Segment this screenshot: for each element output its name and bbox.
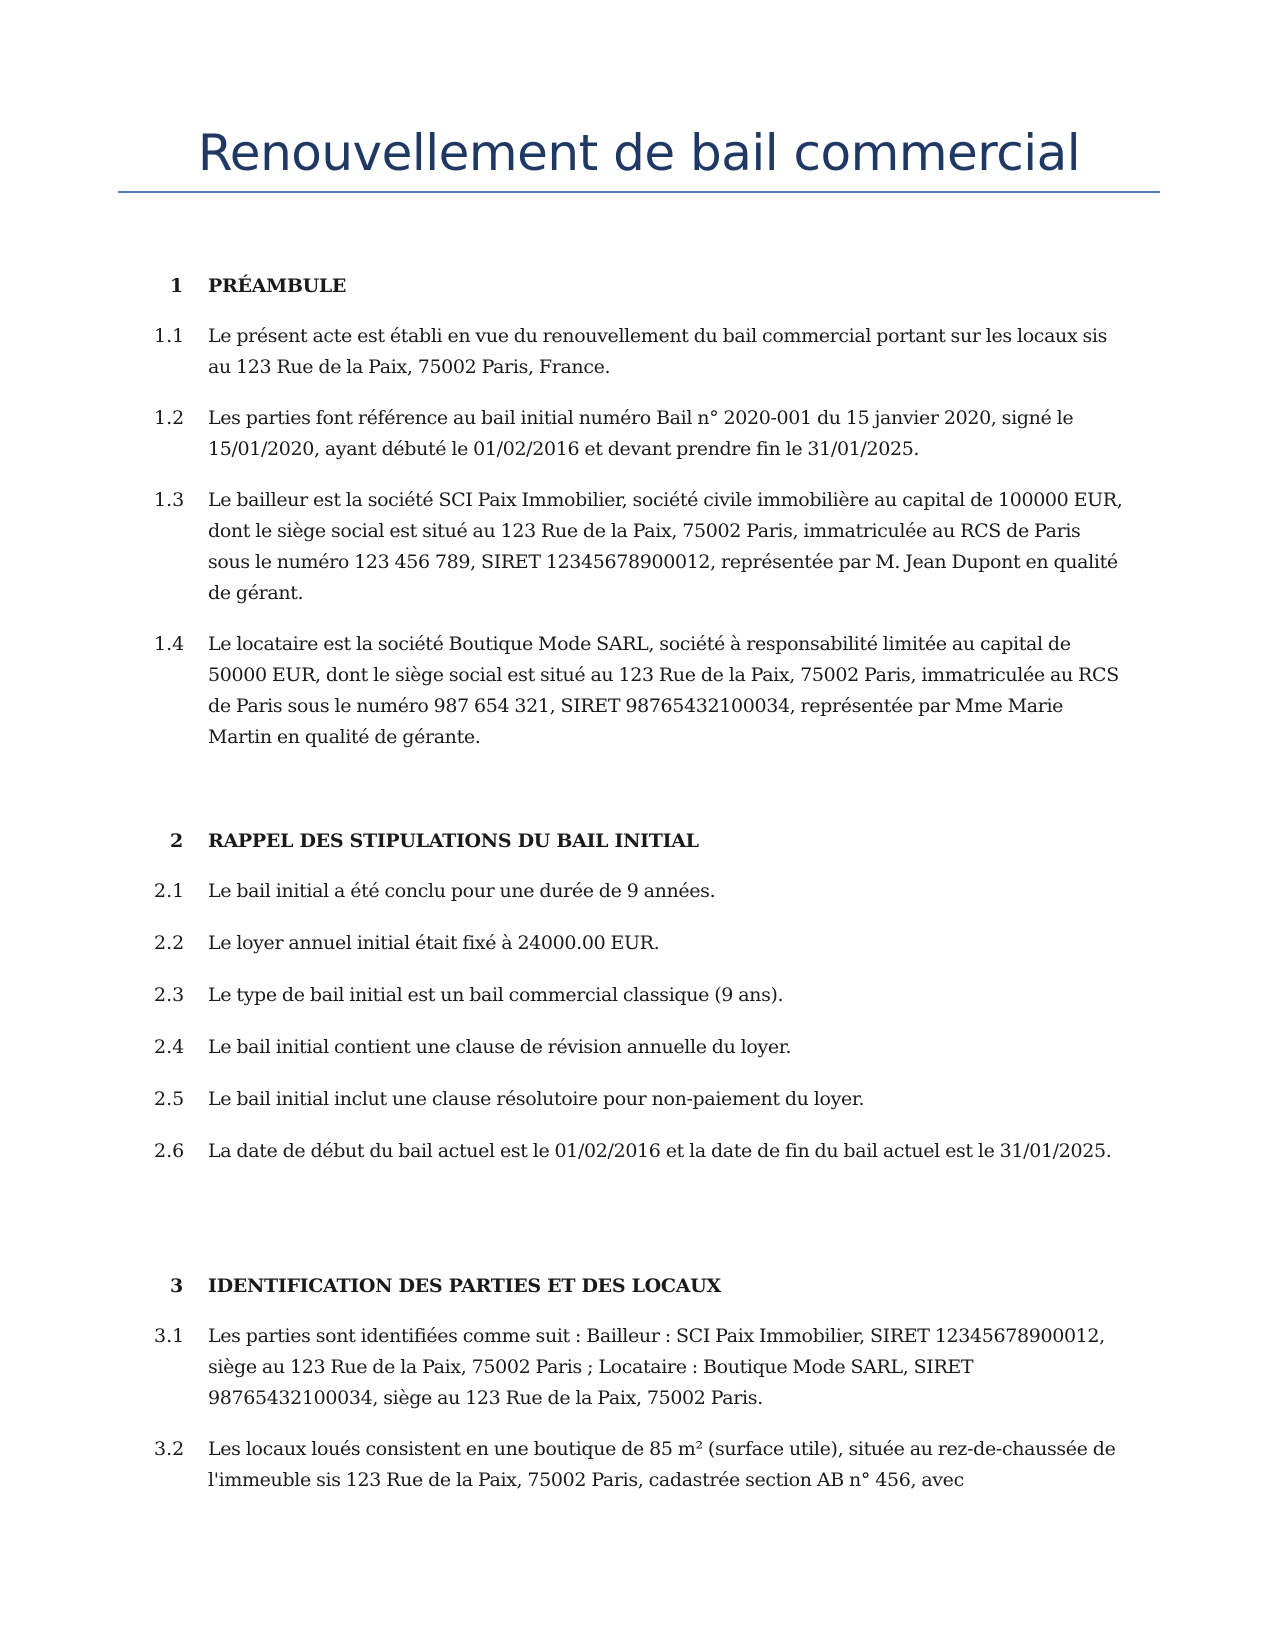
section-number: 2 (170, 830, 184, 852)
clause-number: 1.1 (154, 325, 185, 347)
clause-text: Le type de bail initial est un bail commercial classique (9 ans). (208, 984, 784, 1006)
clause-number: 3.1 (154, 1325, 185, 1347)
title-underline (118, 191, 1160, 193)
clause-text: Le bail initial inclut une clause résolutoire pour non-paiement du loyer. (208, 1088, 865, 1110)
clause-number: 2.4 (154, 1036, 185, 1058)
clause-text: Le bailleur est la société SCI Paix Immobilier, société civile immobilière au capital de 100000 EUR, dont le siège social est situé au 123 Rue de la Paix, 75002 Paris, immatriculée au RCS de Paris sous le numéro 123 456 789, SIRET 12345678900012, représentée par M. Jean Dupont en qualité de gérant. (208, 489, 1123, 604)
clause-number: 1.3 (154, 489, 185, 511)
clause-number: 2.1 (154, 880, 185, 902)
clause-number: 3.2 (154, 1438, 185, 1460)
clause-number: 1.2 (154, 407, 185, 429)
section-number: 3 (170, 1275, 184, 1297)
clause-text: Le bail initial contient une clause de révision annuelle du loyer. (208, 1036, 792, 1058)
clause-number: 1.4 (154, 633, 185, 655)
clause-number: 2.5 (154, 1088, 185, 1110)
clause-text: Les locaux loués consistent en une boutique de 85 m² (surface utile), située au rez-de-chaussée de l'immeuble sis 123 Rue de la Paix, 75002 Paris, cadastrée section AB n° 456, avec (208, 1438, 1116, 1491)
document-title: Renouvellement de bail commercial (197, 124, 1081, 182)
clause-number: 2.2 (154, 932, 185, 954)
clause-text: Les parties sont identifiées comme suit : Bailleur : SCI Paix Immobilier, SIRET 12345678900012, siège au 123 Rue de la Paix, 75002 Paris ; Locataire : Boutique Mode SARL, SIRET 98765432100034, siège au 123 Rue de la Paix, 75002 Paris. (208, 1325, 1105, 1409)
clause-text: Le bail initial a été conclu pour une durée de 9 années. (208, 880, 716, 902)
clause-text: Le loyer annuel initial était fixé à 24000.00 EUR. (208, 932, 660, 954)
section-title: IDENTIFICATION DES PARTIES ET DES LOCAUX (208, 1275, 721, 1297)
section-title: RAPPEL DES STIPULATIONS DU BAIL INITIAL (208, 830, 699, 852)
section-number: 1 (170, 275, 184, 297)
clause-number: 2.6 (154, 1140, 185, 1162)
clause-text: Le présent acte est établi en vue du renouvellement du bail commercial portant sur les locaux sis au 123 Rue de la Paix, 75002 Paris, France. (208, 325, 1108, 378)
clause-text: Les parties font référence au bail initial numéro Bail n° 2020-001 du 15 janvier 2020, signé le 15/01/2020, ayant débuté le 01/02/2016 et devant prendre fin le 31/01/2025. (208, 407, 1074, 460)
clause-text: Le locataire est la société Boutique Mode SARL, société à responsabilité limitée au capital de 50000 EUR, dont le siège social est situé au 123 Rue de la Paix, 75002 Paris, immatriculée au RCS de Paris sous le numéro 987 654 321, SIRET 98765432100034, représentée par Mme Marie Martin en qualité de gérante. (208, 633, 1119, 748)
section-title: PRÉAMBULE (208, 275, 347, 297)
clause-text: La date de début du bail actuel est le 01/02/2016 et la date de fin du bail actuel est le 31/01/2025. (208, 1140, 1112, 1162)
clause-number: 2.3 (154, 984, 185, 1006)
